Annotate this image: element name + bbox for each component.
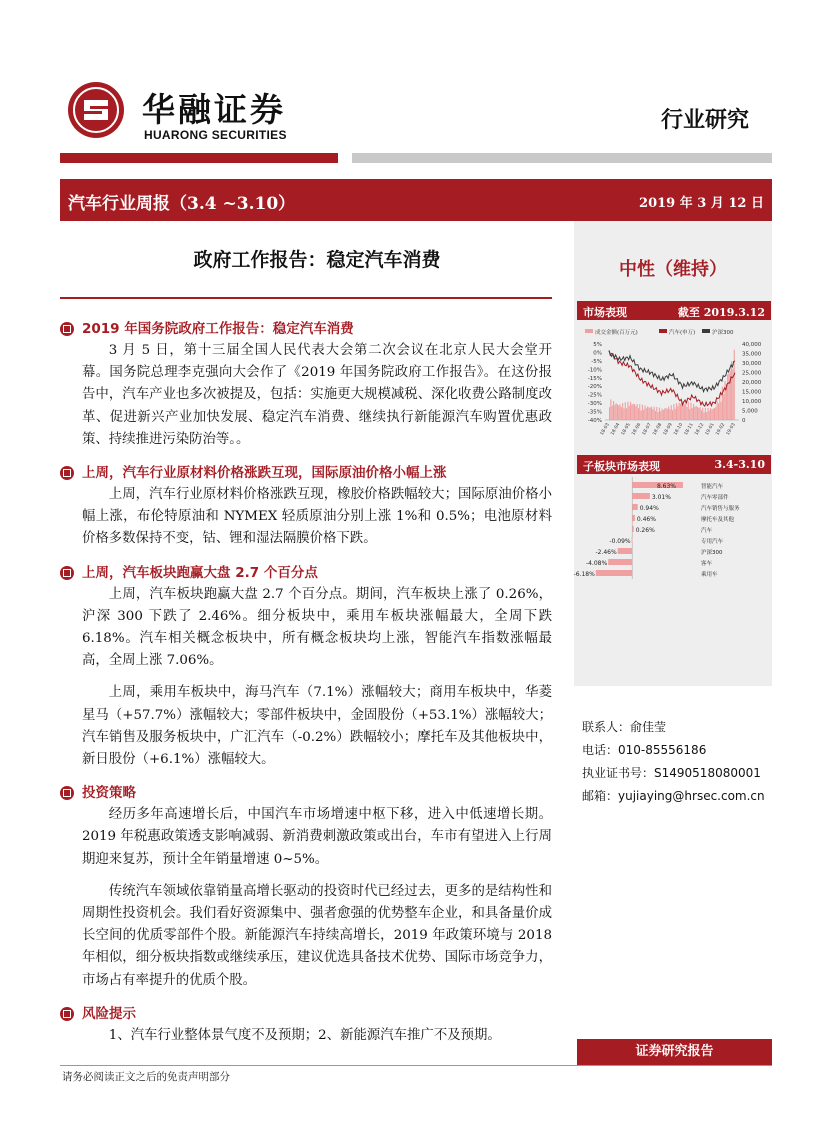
contact-email[interactable]: 邮箱：yujiaying@hrsec.com.cn — [582, 789, 765, 803]
x-tick-label: 18-03 — [599, 422, 611, 437]
volume-bar — [625, 402, 626, 420]
volume-bar — [725, 381, 726, 420]
legend-swatch — [659, 329, 667, 333]
volume-bar — [686, 407, 687, 420]
volume-bar — [620, 404, 621, 420]
volume-bar — [694, 407, 695, 420]
volume-bar — [664, 408, 665, 420]
paragraph: 上周，汽车行业原材料价格涨跌互现，橡胶价格跌幅较大；国际原油价格小幅上涨，布伦特原油和 NYMEX 轻质原油分别上涨 1%和 0.5%；电池原材料价格多数保持不变，钴、锂和湿法隔膜价格下跌。 — [82, 487, 552, 547]
headline: 政府工作报告：稳定汽车消费 — [193, 249, 441, 271]
volume-bar — [641, 410, 642, 420]
volume-bar — [698, 408, 699, 420]
volume-bar — [711, 409, 712, 420]
y2-tick-label: 10,000 — [742, 399, 762, 405]
sector-value-label: 0.46% — [636, 516, 656, 523]
volume-bar — [660, 411, 661, 420]
y-tick-label: -25% — [587, 392, 602, 399]
volume-bar — [638, 408, 639, 420]
section — [60, 462, 552, 551]
legend-label: 汽车(申万) — [669, 330, 696, 336]
header-bar-gray — [352, 153, 772, 163]
volume-bar — [684, 404, 685, 420]
volume-bar — [690, 403, 691, 420]
footer-line — [60, 1065, 772, 1066]
section-heading: 投资策略 — [60, 782, 552, 804]
sector-period: 3.4-3.10 — [714, 458, 765, 471]
x-tick-label: 18-06 — [631, 422, 643, 437]
sector-category-label: 汽车 — [701, 528, 713, 534]
volume-bar — [637, 404, 638, 420]
volume-bar — [667, 409, 668, 420]
x-tick-label: 18-08 — [652, 422, 664, 437]
legend-label: 沪深300 — [712, 330, 734, 336]
section-heading: 2019 年国务院政府工作报告：稳定汽车消费 — [60, 318, 552, 340]
y-tick-label: 5% — [593, 342, 602, 348]
volume-bar — [647, 406, 648, 420]
y-tick-label: -15% — [587, 375, 602, 382]
volume-bar — [652, 409, 653, 420]
volume-bar — [630, 402, 631, 420]
volume-bar — [629, 406, 630, 420]
volume-bar — [709, 411, 710, 420]
volume-bar — [723, 394, 724, 420]
volume-bar — [659, 408, 660, 420]
volume-bar — [696, 406, 697, 420]
sector-category-label: 沪深300 — [701, 550, 723, 556]
volume-bar — [728, 373, 729, 420]
volume-bar — [648, 407, 649, 420]
volume-bar — [714, 408, 715, 420]
y2-tick-label: 15,000 — [742, 389, 762, 396]
volume-bar — [715, 407, 716, 420]
headline-divider — [60, 297, 552, 299]
volume-bar — [623, 408, 624, 420]
sidebar-panel — [574, 221, 772, 686]
volume-bar — [662, 409, 663, 420]
x-tick-label: 18-04 — [610, 422, 622, 437]
volume-bar — [613, 401, 614, 420]
volume-bar — [673, 404, 674, 420]
sector-category-label: 客车 — [701, 561, 713, 567]
sector-category-label: 汽车零部件 — [701, 495, 729, 501]
volume-bar — [689, 409, 690, 420]
volume-bar — [706, 412, 707, 420]
volume-bar — [701, 410, 702, 420]
volume-bar — [731, 361, 732, 420]
y2-tick-label: 40,000 — [742, 342, 762, 348]
paragraph: 上周，汽车板块跑赢大盘 2.7 个百分点。期间，汽车板块上涨了 0.26%，沪深 300 下跌了 2.46%。细分板块中，乘用车板块涨幅最大，全周下跌 6.18%。汽车相关概念板块中，所有概念板块均上涨，智能汽车指数涨幅最高，全周上涨 7.06%。 — [82, 586, 552, 669]
sector-bar — [608, 559, 632, 565]
sector-bar — [632, 537, 633, 543]
y2-tick-label: 30,000 — [742, 361, 762, 367]
volume-bar — [672, 410, 673, 420]
volume-bar — [658, 412, 659, 420]
volume-bar — [704, 412, 705, 420]
volume-bar — [634, 404, 635, 420]
y-tick-label: -10% — [587, 367, 602, 374]
x-tick-label: 18-05 — [620, 422, 632, 437]
volume-bar — [627, 402, 628, 420]
sector-value-label: 0.26% — [635, 527, 655, 534]
y2-tick-label: 35,000 — [742, 351, 762, 358]
volume-bar — [727, 375, 728, 420]
volume-bar — [685, 401, 686, 420]
x-tick-label: 18-12 — [694, 422, 706, 437]
sector-bar — [632, 515, 635, 521]
report-title: 汽车行业周报（3.4 ~3.10） — [68, 194, 296, 214]
y2-tick-label: 20,000 — [742, 380, 762, 386]
huarong-logo-icon — [66, 80, 126, 140]
volume-bar — [680, 404, 681, 420]
market-chart — [577, 322, 772, 440]
volume-bar — [700, 407, 701, 420]
volume-bar — [626, 408, 627, 420]
paragraph: 上周，乘用车板块中，海马汽车（7.1%）涨幅较大；商用车板块中，华菱星马（+57.7%）涨幅较大；零部件板块中，金固股份（+53.1%）涨幅较大；汽车销售及服务板块中，广汇汽车（-0.2%）跌幅较小；摩托车及其他板块中，新日股份（+6.1%）涨幅较大。 — [82, 685, 552, 768]
volume-bar — [639, 404, 640, 420]
paragraph: 3 月 5 日，第十三届全国人民代表大会第二次会议在北京人民大会堂开幕。国务院总理李克强向大会作了《2019 年国务院政府工作报告》。在这份报告中，汽车产业也多次被提及，包括：实施更大规模减税、深化收费公路制度改革、促进新兴产业加快发展、稳定汽车消费、继续执行新能源汽车购置优惠政策、持续推进污染防治等。。 — [82, 343, 552, 447]
sector-value-label: 3.01% — [651, 494, 671, 501]
sector-value-label: -0.09% — [609, 538, 631, 545]
legend-swatch — [702, 329, 710, 333]
volume-bar — [675, 409, 676, 420]
y-tick-label: -30% — [587, 401, 602, 408]
volume-bar — [612, 406, 613, 420]
y-tick-label: -35% — [587, 409, 602, 416]
volume-bar — [622, 403, 623, 420]
header-bar-red — [60, 153, 338, 163]
paragraph: 1、汽车行业整体景气度不及预期；2、新能源汽车推广不及预期。 — [108, 1027, 501, 1043]
volume-bar — [650, 408, 651, 420]
section — [60, 1003, 552, 1047]
sector-value-label: -4.08% — [585, 560, 608, 567]
section — [60, 562, 552, 772]
sector-category-label: 智能汽车 — [701, 484, 724, 490]
x-tick-label: 19-01 — [704, 422, 716, 437]
sector-category-label: 乘用车 — [701, 572, 718, 578]
volume-bar — [721, 402, 722, 420]
y2-tick-label: 25,000 — [742, 370, 762, 377]
y2-tick-label: 5,000 — [742, 408, 758, 415]
volume-bar — [616, 403, 617, 420]
volume-bar — [663, 410, 664, 420]
volume-bar — [693, 404, 694, 420]
bullet-icon — [60, 566, 74, 580]
volume-bar — [655, 411, 656, 420]
volume-bar — [617, 404, 618, 420]
doc-type: 行业研究 — [660, 108, 749, 133]
x-tick-label: 19-03 — [725, 422, 737, 437]
volume-bar — [614, 405, 615, 420]
volume-bar — [635, 406, 636, 420]
volume-bar — [665, 408, 666, 420]
volume-bar — [651, 407, 652, 420]
y-tick-label: -20% — [587, 384, 602, 391]
section-heading: 上周，汽车板块跑赢大盘 2.7 个百分点 — [60, 562, 552, 584]
volume-bar — [734, 350, 735, 420]
series-line — [609, 350, 735, 391]
y-tick-label: -40% — [587, 418, 602, 424]
bullet-icon — [60, 322, 74, 336]
x-tick-label: 18-07 — [641, 422, 653, 437]
sector-category-label: 专用汽车 — [701, 539, 724, 545]
main-content — [60, 318, 552, 1058]
y2-tick-label: 0 — [742, 418, 746, 424]
volume-bar — [621, 407, 622, 420]
volume-bar — [717, 401, 718, 420]
sector-category-label: 汽车销售与服务 — [701, 506, 740, 512]
section — [60, 782, 552, 992]
sector-bar — [577, 455, 771, 474]
section-heading: 风险提示 — [60, 1003, 552, 1025]
sector-bar — [596, 570, 632, 576]
sector-category-label: 摩托车及其他 — [701, 517, 735, 523]
brand-name-en: HUARONG SECURITIES — [144, 128, 287, 142]
volume-bar — [643, 410, 644, 420]
volume-bar — [677, 406, 678, 420]
volume-bar — [676, 403, 677, 420]
contact-phone: 电话：010-85556186 — [582, 743, 707, 757]
market-bar — [577, 301, 771, 320]
volume-bar — [646, 408, 647, 420]
volume-bar — [654, 407, 655, 420]
volume-bar — [710, 408, 711, 420]
contact-name: 联系人：俞佳莹 — [582, 720, 667, 734]
volume-bar — [610, 399, 611, 420]
legend-swatch — [585, 329, 593, 333]
contact-license: 执业证书号：S1490518080001 — [582, 766, 761, 780]
x-tick-label: 18-09 — [662, 422, 674, 437]
disclaimer: 请务必阅读正文之后的免责声明部分 — [62, 1071, 230, 1083]
volume-bar — [692, 408, 693, 420]
market-title: 市场表现 — [583, 306, 627, 319]
sector-bar — [618, 548, 632, 554]
volume-bar — [642, 405, 643, 420]
footer-band: 证券研究报告 — [577, 1039, 772, 1065]
rating: 中性（维持） — [619, 259, 727, 280]
volume-bar — [713, 409, 714, 420]
brand-name: 华融证券 — [142, 90, 286, 129]
section — [60, 318, 552, 451]
report-date: 2019 年 3 月 12 日 — [639, 196, 764, 211]
volume-bar — [633, 404, 634, 420]
volume-bar — [631, 405, 632, 420]
volume-bar — [718, 404, 719, 420]
x-tick-label: 18-10 — [673, 422, 685, 437]
bullet-icon — [60, 1007, 74, 1021]
paragraph: 传统汽车领域依靠销量高增长驱动的投资时代已经过去，更多的是结构性和周期性投资机会。我们看好资源集中、强者愈强的优势整车企业，和具备量价成长空间的优质零部件个股。新能源汽车持续高增长，2019 年政策环境与 2018 年相似，细分板块指数或继续承压，建议优选具备技术优势、国际市场竞争力，市场占有率提升的优质个股。 — [82, 883, 552, 988]
x-tick-label: 18-11 — [683, 422, 695, 437]
sector-value-label: 0.94% — [639, 505, 659, 512]
volume-bar — [705, 408, 706, 420]
bullet-icon — [60, 466, 74, 480]
sector-chart — [573, 477, 772, 595]
paragraph: 经历多年高速增长后，中国汽车市场增速中枢下移，进入中低速增长期。2019 年税惠政策透支影响减弱、新消费刺激政策或出台，车市有望进入上行周期迎来复苏，预计全年销量增速 0~5%。 — [82, 807, 552, 867]
section-heading: 上周，汽车行业原材料价格涨跌互现，国际原油价格小幅上涨 — [60, 462, 552, 484]
volume-bar — [609, 407, 610, 420]
contact-block — [582, 716, 765, 808]
sector-bar — [632, 504, 638, 510]
y-tick-label: -5% — [591, 358, 602, 365]
volume-bar — [702, 408, 703, 420]
volume-bar — [697, 407, 698, 420]
volume-bar — [688, 402, 689, 420]
volume-bar — [618, 405, 619, 420]
volume-bar — [707, 408, 708, 420]
volume-bar — [656, 407, 657, 420]
volume-bar — [671, 405, 672, 420]
bullet-icon — [60, 786, 74, 800]
sector-bar — [632, 493, 650, 499]
x-tick-label: 19-02 — [715, 422, 727, 437]
sector-value-label: -6.18% — [573, 571, 595, 578]
volume-bar — [644, 405, 645, 420]
volume-bar — [668, 407, 669, 420]
volume-bar — [679, 403, 680, 420]
sector-value-label: 8.63% — [656, 483, 677, 490]
y-tick-label: 0% — [593, 350, 602, 357]
sector-bar — [632, 526, 634, 532]
sector-value-label: -2.46% — [595, 549, 617, 556]
volume-bar — [669, 409, 670, 420]
market-asof: 截至 2019.3.12 — [677, 306, 765, 319]
title-band — [60, 179, 772, 221]
sector-title: 子板块市场表现 — [583, 460, 660, 473]
legend-label: 成交金额(百万元) — [595, 330, 638, 336]
